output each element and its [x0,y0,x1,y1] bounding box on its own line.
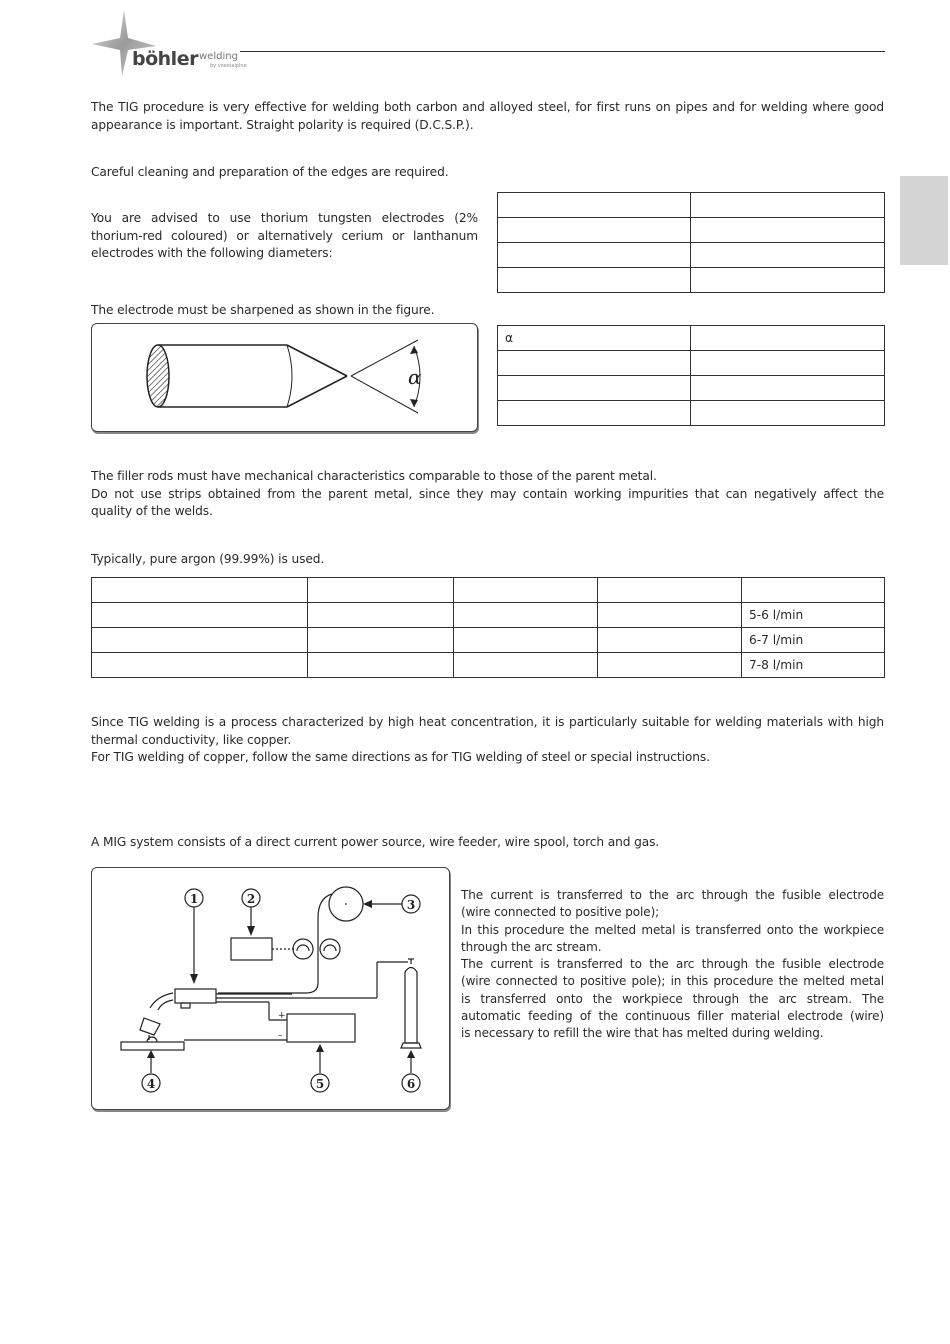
negative-pole-label: – [278,1031,283,1041]
table-header-cell [92,578,308,603]
gas-flow-value: 7-8 l/min [742,653,885,678]
text-line: You are advised to use thorium tungsten electrodes (2% [91,211,478,225]
text-line: The filler rods must have mechanical characteristics comparable to those of the parent metal. [91,469,657,483]
table-cell [308,628,454,653]
text-line: Careful cleaning and preparation of the edges are required. [91,165,449,179]
table-cell [691,268,885,293]
gas-paragraph [91,551,884,569]
cleaning-paragraph [91,164,491,182]
text-line: through the arc stream. [461,939,602,954]
table-header-cell [598,578,742,603]
gas-flow-value: 6-7 l/min [742,628,885,653]
table-row [498,218,885,243]
text-line: thorium-red coloured) or alternatively cerium or lanthanum [91,228,478,243]
electrodes-paragraph [91,210,478,263]
text-line: A MIG system consists of a direct current power source, wire feeder, wire spool, torch and gas. [91,835,660,849]
table-cell [92,603,308,628]
table-row [92,653,885,678]
table-row [92,603,885,628]
diagram-label-wire-spool: 3 [406,898,416,912]
text-line: (wire connected to positive pole); [461,905,660,920]
electrode-sharpening-figure [91,323,478,432]
table-row [498,326,885,351]
table-row [498,401,885,426]
table-cell [498,376,691,401]
header-rule [240,51,885,52]
mig-schematic [92,868,449,1109]
text-line: The TIG procedure is very effective for welding both carbon and alloyed steel, for first runs on pipes and for welding where good [91,100,884,114]
sharpen-paragraph [91,302,491,320]
table-cell [691,401,885,426]
table-cell [308,653,454,678]
table-cell [498,351,691,376]
gas-flow-value: 5-6 l/min [742,603,885,628]
table-row [498,193,885,218]
table-row [92,628,885,653]
table-cell [454,628,598,653]
table-cell [598,653,742,678]
text-line: Since TIG welding is a process characterized by high heat concentration, it is particularly suitable for welding materials with high [91,715,884,729]
brand-logo [88,8,248,80]
table-cell [498,193,691,218]
table-cell [454,653,598,678]
text-line: The current is transferred to the arc through the fusible electrode [461,888,884,902]
text-line: (wire connected to positive pole); in this procedure the melted metal [461,974,884,989]
table-header-cell [742,578,885,603]
table-cell [691,193,885,218]
filler-rods-paragraph [91,468,884,521]
copper-paragraph [91,714,884,767]
text-line: appearance is important. Straight polarity is required (D.C.S.P.). [91,117,474,132]
text-line: is transferred onto the workpiece through the arc stream. The [461,991,884,1006]
table-row [498,351,885,376]
side-section-tab [900,176,948,265]
text-line: Typically, pure argon (99.99%) is used. [91,552,325,566]
text-line: The current is transferred to the arc through the fusible electrode [461,957,884,972]
table-cell [498,218,691,243]
mig-description-paragraph [461,887,884,1043]
diagram-label-wire-feeder: 2 [246,892,256,906]
table-header-row [92,578,885,603]
table-header-cell [454,578,598,603]
table-row [498,376,885,401]
text-line: thermal conductivity, like copper. [91,732,292,747]
table-cell [691,218,885,243]
table-cell [691,351,885,376]
tig-intro-paragraph [91,99,884,134]
diagram-label-torch: 1 [189,892,199,906]
brand-tagline: by voestalpine [210,63,247,69]
table-cell [498,243,691,268]
table-cell [691,243,885,268]
diagram-label-power-source: 5 [315,1077,325,1091]
table-cell [598,628,742,653]
text-line: Do not use strips obtained from the parent metal, since they may contain working impurities that can negatively affect the [91,486,884,501]
table-cell [498,268,691,293]
mig-system-diagram [91,867,450,1110]
electrode-diameter-table [497,192,885,293]
table-cell [454,603,598,628]
table-cell [498,401,691,426]
svg-text:α: α [408,365,422,389]
text-line: In this procedure the melted metal is transferred onto the workpiece [461,922,884,937]
text-line: electrodes with the following diameters: [91,246,333,260]
diagram-label-gas-cylinder: 6 [406,1077,416,1091]
mig-intro-paragraph [91,834,884,852]
table-cell [598,603,742,628]
text-line: is necessary to refill the wire that has melted during welding. [461,1026,824,1041]
positive-pole-label: + [278,1011,286,1021]
brand-name: böhler [132,48,198,70]
table-cell [92,653,308,678]
gas-flow-table [91,577,885,678]
table-row [498,243,885,268]
electrode-tip-diagram [92,324,477,431]
table-cell [308,603,454,628]
diagram-label-workpiece: 4 [146,1077,156,1091]
table-cell [691,376,885,401]
brand-suffix: welding [199,51,238,62]
text-line: automatic feeding of the continuous filler material electrode (wire) [461,1009,884,1024]
text-line: The electrode must be sharpened as shown in the figure. [91,303,435,317]
table-cell: α [498,326,691,351]
text-line: quality of the welds. [91,504,213,518]
table-header-cell [308,578,454,603]
tip-angle-table [497,325,885,426]
text-line: For TIG welding of copper, follow the same directions as for TIG welding of steel or special instructions. [91,750,710,764]
table-cell [691,326,885,351]
table-cell [92,628,308,653]
table-row [498,268,885,293]
